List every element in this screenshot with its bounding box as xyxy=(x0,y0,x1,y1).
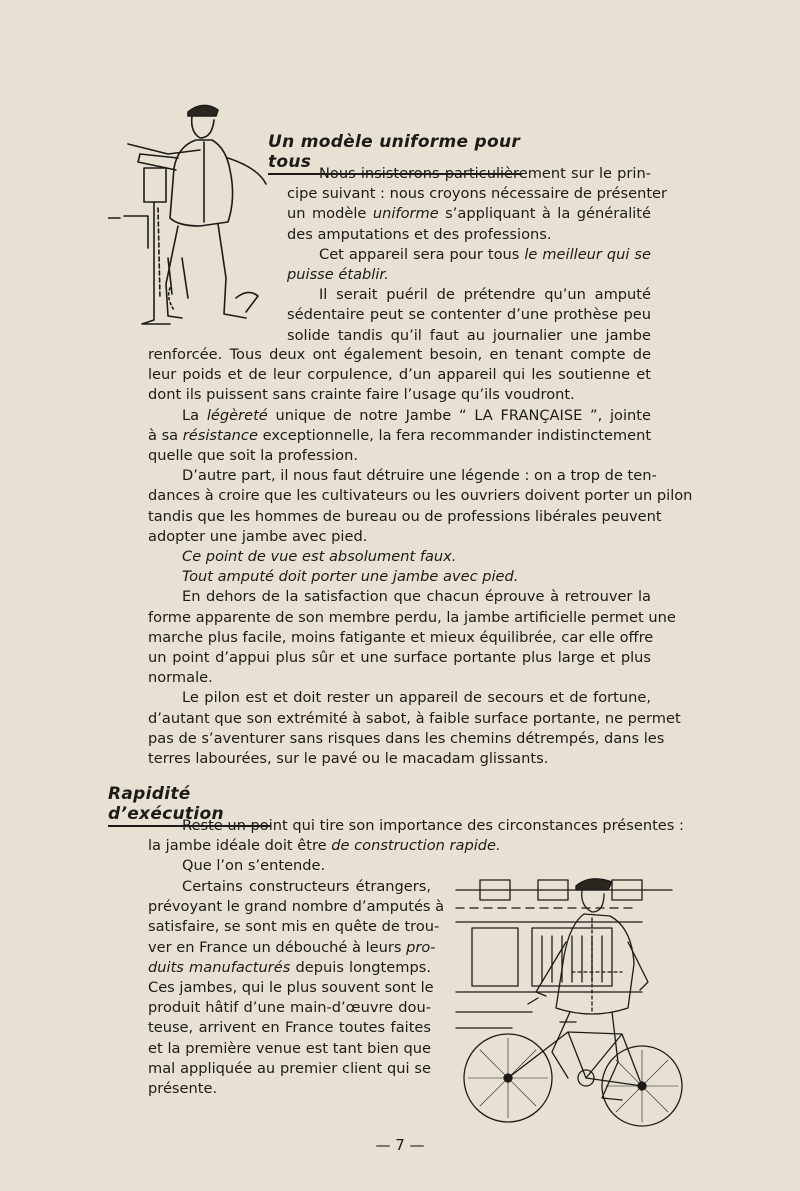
text-line: présente. xyxy=(148,1080,218,1098)
text-line: des amputations et des professions. xyxy=(287,225,552,243)
text-line: adopter une jambe avec pied. xyxy=(148,527,368,545)
text-line: dont ils puissent sans crainte faire l’usage qu’ils voudront. xyxy=(148,386,575,404)
text-line: un point d’appui plus sûr et une surface portante plus large et plus xyxy=(148,649,651,667)
text-run: exceptionnelle, la fera recommander indistinctement xyxy=(257,426,652,444)
text-line: pas de s’aventurer sans risques dans les chemins détrempés, dans les xyxy=(148,729,665,747)
text-run: ver en France un débouché à leurs xyxy=(148,938,407,956)
text-line: D’autre part, il nous faut détruire une légende : on a trop de ten- xyxy=(182,467,657,485)
section-title-uniform-model: Un modèle uniforme pour tous xyxy=(268,132,522,175)
text-run: unique de notre Jambe “ LA FRANÇAISE ”, jointe xyxy=(267,406,651,424)
emphasis: Ce point de vue est absolument faux. xyxy=(182,548,457,566)
emphasis: légèreté xyxy=(206,406,268,424)
text-line: d’autant que son extrémité à sabot, à faible surface portante, ne permet xyxy=(148,709,681,727)
text-line: terres labourées, sur le pavé ou le macadam glissants. xyxy=(148,750,549,768)
text-line: leur poids et de leur corpulence, d’un appareil qui les soutienne et xyxy=(148,366,651,384)
text-line: cipe suivant : nous croyons nécessaire de présenter xyxy=(287,185,668,203)
paragraph-rapidity-body xyxy=(148,877,445,1099)
text-line: produit hâtif d’une main-d’œuvre dou- xyxy=(148,999,431,1017)
text-run: un modèle xyxy=(287,205,373,223)
paragraph-rapidity-intro xyxy=(148,816,684,877)
emphasis: le meilleur qui se xyxy=(524,245,651,263)
paragraph-body-1 xyxy=(148,345,693,769)
text-run: s’appliquant à la généralité xyxy=(438,205,652,223)
text-line xyxy=(287,265,651,285)
text-line: satisfaire, se sont mis en quête de trou- xyxy=(148,918,440,936)
text-line: Certains constructeurs étrangers, xyxy=(182,878,431,895)
text-line: solide tandis qu’il faut au journalier une jambe xyxy=(287,326,651,344)
text-run: depuis longtemps. xyxy=(290,958,431,976)
text-line xyxy=(287,245,651,265)
section-title-rapidity: Rapidité d’exécution xyxy=(108,784,271,827)
text-line xyxy=(287,204,651,224)
worker-illustration xyxy=(108,98,278,334)
paragraph-uniform-model xyxy=(287,164,668,346)
text-run: Cet appareil sera pour tous xyxy=(319,245,525,263)
text-line: tandis que les hommes de bureau ou de professions libérales peuvent xyxy=(148,507,662,525)
text-line: mal appliquée au premier client qui se xyxy=(148,1059,431,1077)
text-line: marche plus facile, moins fatigante et mieux équilibrée, car elle offre xyxy=(148,628,654,646)
text-line xyxy=(148,567,651,587)
text-line: et la première venue est tant bien que xyxy=(148,1039,431,1057)
text-line xyxy=(148,938,436,958)
text-run: la jambe idéale doit être xyxy=(148,837,332,855)
text-line: quelle que soit la profession. xyxy=(148,447,358,465)
text-line: normale. xyxy=(148,669,213,687)
text-line: Ces jambes, qui le plus souvent sont le xyxy=(148,979,434,997)
text-run: La xyxy=(182,406,207,424)
text-line: Le pilon est et doit rester un appareil de secours et de fortune, xyxy=(182,689,651,707)
text-line xyxy=(148,426,651,446)
text-line xyxy=(148,958,431,978)
text-line xyxy=(148,406,651,426)
text-run: à sa xyxy=(148,426,183,444)
text-line: Que l’on s’entende. xyxy=(182,857,326,875)
text-line: sédentaire peut se contenter d’une prothèse peu xyxy=(287,306,651,324)
emphasis: uniforme xyxy=(372,205,439,223)
text-line: dances à croire que les cultivateurs ou les ouvriers doivent porter un pilon xyxy=(148,487,693,505)
emphasis: duits manufacturés xyxy=(148,958,291,976)
text-line: Nous insisterons particulièrement sur le prin- xyxy=(319,165,651,182)
text-line xyxy=(148,547,651,567)
text-line: En dehors de la satisfaction que chacun éprouve à retrouver la xyxy=(182,588,651,606)
cyclist-illustration xyxy=(452,872,688,1134)
text-line: forme apparente de son membre perdu, la jambe artificielle permet une xyxy=(148,608,676,626)
emphasis: résistance xyxy=(182,426,258,444)
text-line: Il serait puéril de prétendre qu’un amputé xyxy=(319,286,651,304)
emphasis: de construction rapide. xyxy=(331,837,501,855)
text-line: prévoyant le grand nombre d’amputés à xyxy=(148,898,445,916)
page-number: — 7 — xyxy=(375,1136,425,1154)
emphasis: pro- xyxy=(406,938,436,956)
emphasis: puisse établir. xyxy=(287,266,389,284)
text-line xyxy=(148,836,651,856)
text-line: teuse, arrivent en France toutes faites xyxy=(148,1019,431,1037)
text-line: renforcée. Tous deux ont également besoin, en tenant compte de xyxy=(148,346,651,363)
emphasis: Tout amputé doit porter une jambe avec pied. xyxy=(182,568,519,586)
text-line: Reste un point qui tire son importance des circonstances présentes : xyxy=(182,817,684,834)
